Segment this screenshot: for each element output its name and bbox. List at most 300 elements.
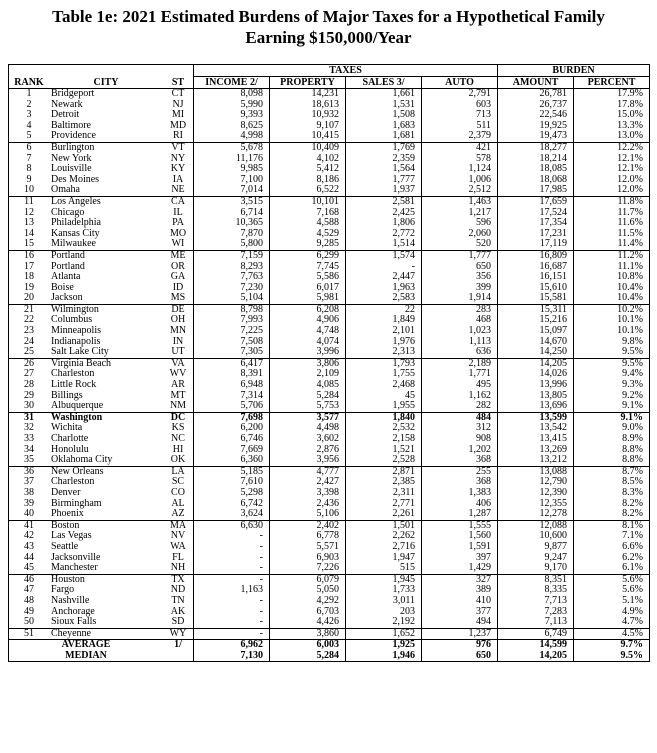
table-row — [9, 196, 650, 207]
property-cell: 4,588 — [270, 218, 346, 229]
rank-cell: 19 — [9, 283, 50, 294]
sales-cell: 1,840 — [346, 412, 422, 423]
table-row — [9, 131, 650, 142]
auto-cell: 1,006 — [422, 175, 498, 186]
income-cell: 1,163 — [194, 585, 270, 596]
amount-cell: 12,088 — [498, 520, 574, 531]
amount-cell: 12,355 — [498, 499, 574, 510]
sales-cell: 2,871 — [346, 466, 422, 477]
table-title — [0, 0, 657, 48]
percent-cell: 10.4% — [574, 283, 650, 294]
state-cell: CA — [163, 196, 194, 207]
auto-cell: 2,512 — [422, 185, 498, 196]
income-cell: 7,610 — [194, 477, 270, 488]
table-row — [9, 553, 650, 564]
property-cell: 3,996 — [270, 347, 346, 358]
table-row — [9, 218, 650, 229]
amount-cell: 9,170 — [498, 563, 574, 574]
city-cell: Denver — [51, 487, 81, 498]
rank-cell: 36 — [9, 466, 50, 477]
property-cell: 7,226 — [270, 563, 346, 574]
state-cell: DE — [163, 304, 194, 315]
percent-cell: 11.4% — [574, 239, 650, 250]
amount-cell: 9,877 — [498, 542, 574, 553]
auto-cell: 327 — [422, 574, 498, 585]
table-row — [9, 164, 650, 175]
sales-cell: 1,574 — [346, 250, 422, 261]
income-cell: 7,159 — [194, 250, 270, 261]
state-cell: NH — [163, 563, 194, 574]
amount-cell: 12,790 — [498, 477, 574, 488]
rank-cell: 37 — [9, 477, 50, 488]
state-cell: IA — [163, 175, 194, 186]
table-row — [9, 617, 650, 628]
rank-cell: 46 — [9, 574, 50, 585]
sales-cell: 1,769 — [346, 142, 422, 153]
percent-cell: 11.2% — [574, 250, 650, 261]
rank-cell: 6 — [9, 142, 50, 153]
city-cell: Albuquerque — [51, 401, 104, 412]
state-cell: LA — [163, 466, 194, 477]
rank-cell: 5 — [9, 131, 50, 142]
table-row — [9, 520, 650, 531]
amount-cell: 16,687 — [498, 262, 574, 273]
income-cell: 10,365 — [194, 218, 270, 229]
income-cell: 6,742 — [194, 499, 270, 510]
income-cell: 9,985 — [194, 164, 270, 175]
percent-cell: 4.5% — [574, 628, 650, 640]
percent-cell: 4.9% — [574, 607, 650, 618]
city-cell: Wichita — [51, 423, 83, 434]
table-row — [9, 607, 650, 618]
city-cell: Birmingham — [51, 498, 102, 509]
footnote-cell — [163, 651, 194, 662]
city-cell: Minneapolis — [51, 326, 101, 337]
header-burden: BURDEN — [498, 65, 650, 77]
property-cell: 5,571 — [270, 542, 346, 553]
auto-cell: 389 — [422, 585, 498, 596]
header-property: PROPERTY — [270, 77, 346, 89]
percent-cell: 17.8% — [574, 100, 650, 111]
table-row — [9, 445, 650, 456]
property-cell: 6,017 — [270, 283, 346, 294]
table-row — [9, 272, 650, 283]
rank-cell: 18 — [9, 272, 50, 283]
amount-cell: 17,985 — [498, 185, 574, 196]
state-cell: AR — [163, 380, 194, 391]
amount-cell: 10,600 — [498, 531, 574, 542]
sales-cell: 1,681 — [346, 131, 422, 142]
city-cell: Detroit — [51, 110, 80, 121]
city-cell: Houston — [49, 574, 163, 585]
state-cell: ME — [163, 250, 194, 261]
property-cell: 5,412 — [270, 164, 346, 175]
amount-cell: 13,088 — [498, 466, 574, 477]
state-cell: AZ — [163, 509, 194, 520]
amount-cell: 7,713 — [498, 596, 574, 607]
table-body — [9, 89, 650, 640]
sales-cell: 45 — [346, 391, 422, 402]
state-cell: NM — [163, 401, 194, 412]
city-cell: Burlington — [49, 142, 163, 153]
table-row — [9, 239, 650, 250]
percent-cell: 9.1% — [574, 412, 650, 423]
rank-cell: 30 — [9, 401, 50, 412]
sales-cell: 2,101 — [346, 326, 422, 337]
property-cell: 3,806 — [270, 358, 346, 369]
amount-cell: 14,250 — [498, 347, 574, 358]
header-city: CITY — [49, 77, 163, 89]
income-cell: 3,624 — [194, 509, 270, 520]
state-cell: NV — [163, 531, 194, 542]
state-cell: MI — [163, 110, 194, 121]
sales-cell: 1,806 — [346, 218, 422, 229]
table-row — [9, 391, 650, 402]
sales-cell: - — [346, 262, 422, 273]
income-cell: 6,360 — [194, 455, 270, 466]
state-cell: AK — [163, 607, 194, 618]
summary-row — [9, 640, 650, 651]
table-row — [9, 175, 650, 186]
sales-cell: 2,581 — [346, 196, 422, 207]
header-taxes: TAXES — [194, 65, 498, 77]
header-percent: PERCENT — [574, 77, 650, 89]
amount-cell: 13,696 — [498, 401, 574, 412]
income-cell: 7,225 — [194, 326, 270, 337]
income-cell: 6,962 — [194, 640, 270, 651]
city-cell: Bridgeport — [49, 89, 163, 100]
table-row — [9, 596, 650, 607]
income-cell: 7,993 — [194, 315, 270, 326]
property-cell: 6,903 — [270, 553, 346, 564]
property-cell: 14,231 — [270, 89, 346, 100]
property-cell: 4,292 — [270, 596, 346, 607]
city-cell: Anchorage — [51, 606, 95, 617]
property-cell: 4,085 — [270, 380, 346, 391]
state-cell: MS — [163, 293, 194, 304]
property-cell: 4,102 — [270, 154, 346, 165]
income-cell: - — [194, 563, 270, 574]
state-cell: NE — [163, 185, 194, 196]
auto-cell: 410 — [422, 596, 498, 607]
amount-cell: 6,749 — [498, 628, 574, 640]
table-row — [9, 412, 650, 423]
property-cell: 3,398 — [270, 488, 346, 499]
percent-cell: 13.0% — [574, 131, 650, 142]
percent-cell: 8.7% — [574, 466, 650, 477]
property-cell: 7,168 — [270, 208, 346, 219]
income-cell: 7,870 — [194, 229, 270, 240]
city-cell: Salt Lake City — [51, 347, 109, 358]
table-summary — [9, 640, 650, 662]
auto-cell: 2,379 — [422, 131, 498, 142]
city-cell: Philadelphia — [51, 218, 101, 229]
state-cell: UT — [163, 347, 194, 358]
income-cell: 8,391 — [194, 369, 270, 380]
auto-cell: 399 — [422, 283, 498, 294]
sales-cell: 2,716 — [346, 542, 422, 553]
city-cell: Chicago — [51, 207, 85, 218]
amount-cell: 13,805 — [498, 391, 574, 402]
sales-cell: 2,262 — [346, 531, 422, 542]
state-cell: SC — [163, 477, 194, 488]
state-cell: VT — [163, 142, 194, 153]
amount-cell: 7,113 — [498, 617, 574, 628]
city-cell: Charleston — [51, 477, 95, 488]
percent-cell: 8.8% — [574, 455, 650, 466]
percent-cell: 8.2% — [574, 509, 650, 520]
income-cell: 8,625 — [194, 121, 270, 132]
sales-cell: 1,514 — [346, 239, 422, 250]
auto-cell: 282 — [422, 401, 498, 412]
state-cell: FL — [163, 553, 194, 564]
state-cell: OH — [163, 315, 194, 326]
rank-cell: 51 — [9, 628, 50, 640]
auto-cell: 908 — [422, 434, 498, 445]
auto-cell: 650 — [422, 262, 498, 273]
percent-cell: 10.2% — [574, 304, 650, 315]
sales-cell: 2,532 — [346, 423, 422, 434]
auto-cell: 1,113 — [422, 337, 498, 348]
amount-cell: 17,119 — [498, 239, 574, 250]
auto-cell: 1,237 — [422, 628, 498, 640]
sales-cell: 1,508 — [346, 110, 422, 121]
amount-cell: 17,659 — [498, 196, 574, 207]
city-cell: Providence — [51, 131, 96, 142]
state-cell: OR — [163, 262, 194, 273]
table-row — [9, 488, 650, 499]
header-sales: SALES 3/ — [346, 77, 422, 89]
rank-cell: 31 — [9, 412, 50, 423]
rank-cell: 35 — [9, 455, 50, 466]
sales-cell: 1,963 — [346, 283, 422, 294]
income-cell: - — [194, 531, 270, 542]
city-cell: Kansas City — [51, 228, 100, 239]
sales-cell: 2,468 — [346, 380, 422, 391]
table-row — [9, 628, 650, 640]
percent-cell: 9.4% — [574, 369, 650, 380]
percent-cell: 7.1% — [574, 531, 650, 542]
property-cell: 9,285 — [270, 239, 346, 250]
header-rank: RANK — [9, 77, 50, 89]
auto-cell: 1,771 — [422, 369, 498, 380]
rank-cell: 24 — [9, 337, 50, 348]
income-cell: 11,176 — [194, 154, 270, 165]
auto-cell: 713 — [422, 110, 498, 121]
property-cell: 5,981 — [270, 293, 346, 304]
percent-cell: 12.2% — [574, 142, 650, 153]
rank-cell: 22 — [9, 315, 50, 326]
rank-cell: 34 — [9, 445, 50, 456]
income-cell: 5,298 — [194, 488, 270, 499]
percent-cell: 10.1% — [574, 326, 650, 337]
city-cell: Boston — [49, 520, 163, 531]
income-cell: 5,990 — [194, 100, 270, 111]
income-cell: - — [194, 574, 270, 585]
income-cell: 7,230 — [194, 283, 270, 294]
amount-cell: 16,809 — [498, 250, 574, 261]
city-cell: Baltimore — [51, 120, 91, 131]
percent-cell: 10.4% — [574, 293, 650, 304]
table-row — [9, 499, 650, 510]
auto-cell: 511 — [422, 121, 498, 132]
rank-cell: 20 — [9, 293, 50, 304]
auto-cell: 1,202 — [422, 445, 498, 456]
percent-cell: 6.1% — [574, 563, 650, 574]
amount-cell: 15,581 — [498, 293, 574, 304]
sales-cell: 1,501 — [346, 520, 422, 531]
auto-cell: 1,287 — [422, 509, 498, 520]
city-cell: Oklahoma City — [51, 455, 113, 466]
income-cell: 7,508 — [194, 337, 270, 348]
income-cell: 7,305 — [194, 347, 270, 358]
city-cell: Portland — [49, 250, 163, 261]
table-row — [9, 509, 650, 520]
sales-cell: 203 — [346, 607, 422, 618]
city-cell: Jackson — [51, 293, 83, 304]
percent-cell: 5.6% — [574, 574, 650, 585]
amount-cell: 19,473 — [498, 131, 574, 142]
table-row — [9, 283, 650, 294]
percent-cell: 9.5% — [574, 358, 650, 369]
state-cell: WV — [163, 369, 194, 380]
income-cell: - — [194, 542, 270, 553]
property-cell: 2,427 — [270, 477, 346, 488]
rank-cell: 17 — [9, 262, 50, 273]
header-auto: AUTO — [422, 77, 498, 89]
header-blank — [9, 65, 50, 77]
summary-row — [9, 651, 650, 662]
sales-cell: 1,564 — [346, 164, 422, 175]
city-cell: Jacksonville — [51, 552, 101, 563]
auto-cell: 421 — [422, 142, 498, 153]
income-cell: 7,014 — [194, 185, 270, 196]
property-cell: 5,753 — [270, 401, 346, 412]
percent-cell: 9.7% — [574, 640, 650, 651]
income-cell: - — [194, 617, 270, 628]
state-cell: GA — [163, 272, 194, 283]
rank-cell: 7 — [9, 154, 50, 165]
auto-cell: 1,560 — [422, 531, 498, 542]
auto-cell: 1,217 — [422, 208, 498, 219]
state-cell: MO — [163, 229, 194, 240]
amount-cell: 17,354 — [498, 218, 574, 229]
header-st: ST — [163, 77, 194, 89]
rank-cell: 11 — [9, 196, 50, 207]
amount-cell: 14,599 — [498, 640, 574, 651]
auto-cell: 578 — [422, 154, 498, 165]
table-row — [9, 89, 650, 100]
table-row — [9, 304, 650, 315]
auto-cell: 603 — [422, 100, 498, 111]
property-cell: 3,577 — [270, 412, 346, 423]
percent-cell: 11.7% — [574, 208, 650, 219]
income-cell: 5,185 — [194, 466, 270, 477]
income-cell: - — [194, 553, 270, 564]
auto-cell: 2,189 — [422, 358, 498, 369]
table-row — [9, 380, 650, 391]
auto-cell: 1,777 — [422, 250, 498, 261]
city-cell: Virginia Beach — [49, 358, 163, 369]
rank-cell: 12 — [9, 208, 50, 219]
income-cell: 3,515 — [194, 196, 270, 207]
property-cell: 5,284 — [270, 651, 346, 662]
auto-cell: 1,023 — [422, 326, 498, 337]
property-cell: 4,426 — [270, 617, 346, 628]
sales-cell: 2,261 — [346, 509, 422, 520]
sales-cell: 1,947 — [346, 553, 422, 564]
rank-cell: 1 — [9, 89, 50, 100]
state-cell: KY — [163, 164, 194, 175]
amount-cell: 18,068 — [498, 175, 574, 186]
city-cell: Billings — [51, 390, 83, 401]
auto-cell: 494 — [422, 617, 498, 628]
auto-cell: 1,555 — [422, 520, 498, 531]
amount-cell: 13,996 — [498, 380, 574, 391]
property-cell: 4,748 — [270, 326, 346, 337]
property-cell: 5,050 — [270, 585, 346, 596]
property-cell: 6,778 — [270, 531, 346, 542]
amount-cell: 26,737 — [498, 100, 574, 111]
income-cell: 7,130 — [194, 651, 270, 662]
income-cell: 7,763 — [194, 272, 270, 283]
sales-cell: 1,793 — [346, 358, 422, 369]
table-row — [9, 455, 650, 466]
sales-cell: 2,311 — [346, 488, 422, 499]
percent-cell: 11.1% — [574, 262, 650, 273]
percent-cell: 8.9% — [574, 434, 650, 445]
auto-cell: 2,060 — [422, 229, 498, 240]
auto-cell: 2,791 — [422, 89, 498, 100]
summary-label: AVERAGE — [9, 640, 164, 651]
sales-cell: 1,937 — [346, 185, 422, 196]
sales-cell: 1,955 — [346, 401, 422, 412]
state-cell: ND — [163, 585, 194, 596]
rank-cell: 45 — [9, 563, 50, 574]
city-cell: Atlanta — [51, 272, 81, 283]
amount-cell: 18,085 — [498, 164, 574, 175]
income-cell: - — [194, 628, 270, 640]
title-line-1: Table 1e: 2021 Estimated Burdens of Major Taxes for a Hypothetical Family — [52, 7, 605, 26]
sales-cell: 515 — [346, 563, 422, 574]
city-cell: Portland — [51, 261, 85, 272]
sales-cell: 22 — [346, 304, 422, 315]
property-cell: 4,906 — [270, 315, 346, 326]
sales-cell: 2,313 — [346, 347, 422, 358]
auto-cell: 356 — [422, 272, 498, 283]
table-row — [9, 142, 650, 153]
property-cell: 5,284 — [270, 391, 346, 402]
sales-cell: 2,771 — [346, 499, 422, 510]
table-row — [9, 185, 650, 196]
rank-cell: 10 — [9, 185, 50, 196]
sales-cell: 2,583 — [346, 293, 422, 304]
sales-cell: 2,385 — [346, 477, 422, 488]
auto-cell: 312 — [422, 423, 498, 434]
percent-cell: 6.6% — [574, 542, 650, 553]
table-row — [9, 466, 650, 477]
city-cell: Seattle — [51, 541, 79, 552]
amount-cell: 15,097 — [498, 326, 574, 337]
state-cell: SD — [163, 617, 194, 628]
property-cell: 4,529 — [270, 229, 346, 240]
property-cell: 6,208 — [270, 304, 346, 315]
rank-cell: 2 — [9, 100, 50, 111]
amount-cell: 17,524 — [498, 208, 574, 219]
amount-cell: 13,542 — [498, 423, 574, 434]
property-cell: 10,409 — [270, 142, 346, 153]
table-row — [9, 434, 650, 445]
